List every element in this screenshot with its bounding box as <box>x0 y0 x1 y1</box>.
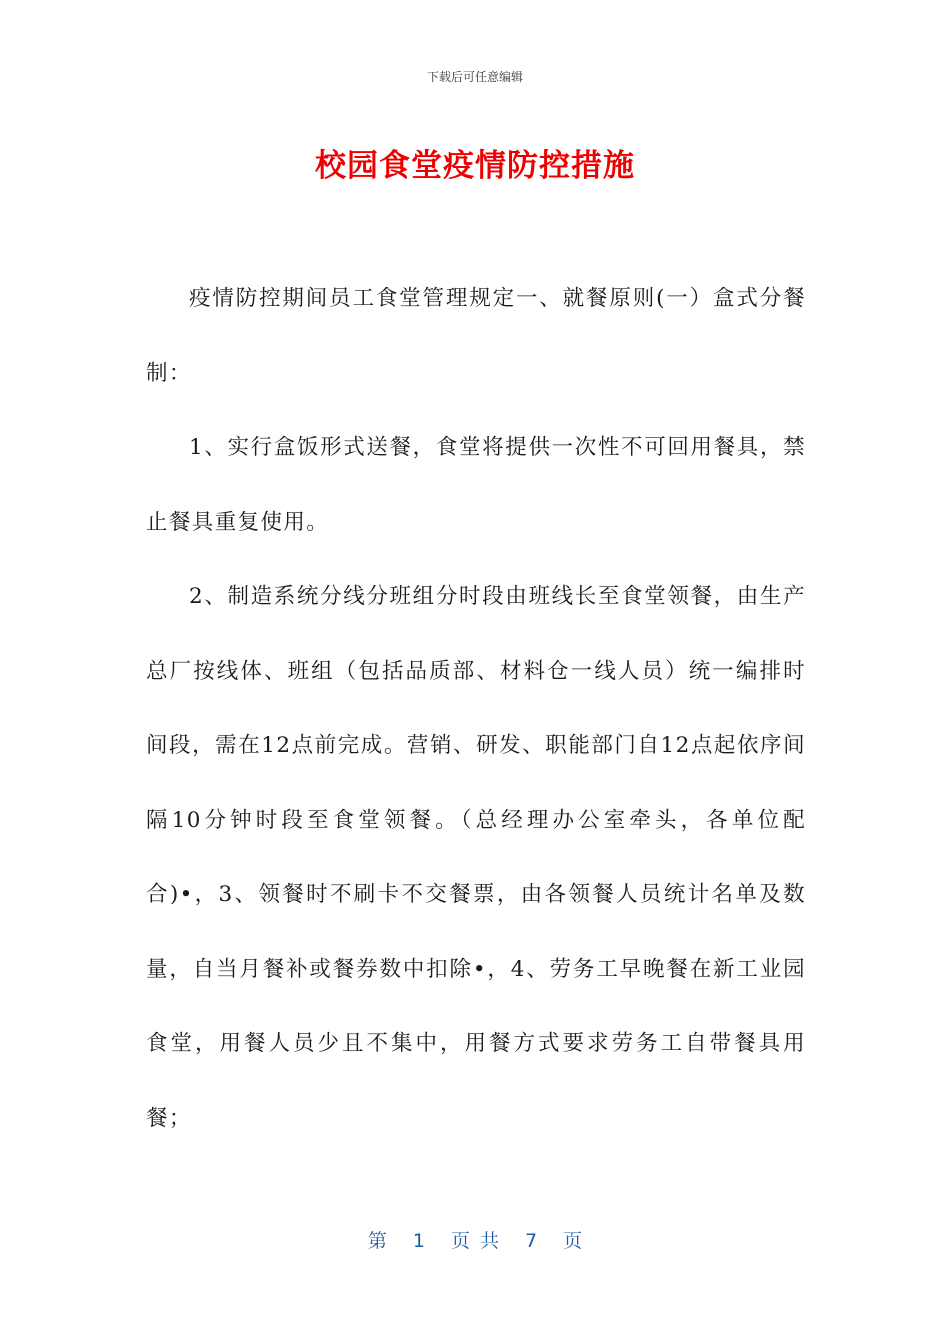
body-paragraph: 2、制造系统分线分班组分时段由班线长至食堂领餐，由生产总厂按线体、班组（包括品质部、材料仓一线人员）统一编排时间段，需在12点前完成。营销、研发、职能部门自12点起依序间隔10分钟时段至食堂领餐。（总经理办公室牵头，各单位配合)•，3、领餐时不刷卡不交餐票，由各领餐人员统计名单及数量，自当月餐补或餐券数中扣除•，4、劳务工早晚餐在新工业园食堂，用餐人员少且不集中，用餐方式要求劳务工自带餐具用餐； <box>146 584 806 1131</box>
body-paragraph: 疫情防控期间员工食堂管理规定一、就餐原则(一）盒式分餐制： <box>146 286 806 386</box>
total-pages-number: 7 <box>525 1230 538 1252</box>
page-indicator <box>0 1226 950 1253</box>
document-title: 校园食堂疫情防控措施 <box>315 148 635 184</box>
page-middle: 页 共 <box>450 1230 500 1252</box>
body-paragraph: 1、实行盒饭形式送餐，食堂将提供一次性不可回用餐具，禁止餐具重复使用。 <box>146 435 806 535</box>
current-page-number: 1 <box>412 1230 425 1252</box>
document-body <box>146 262 806 1156</box>
page-suffix: 页 <box>563 1230 583 1252</box>
page-prefix: 第 <box>367 1230 387 1252</box>
header-note: 下载后可任意编辑 <box>426 70 523 84</box>
